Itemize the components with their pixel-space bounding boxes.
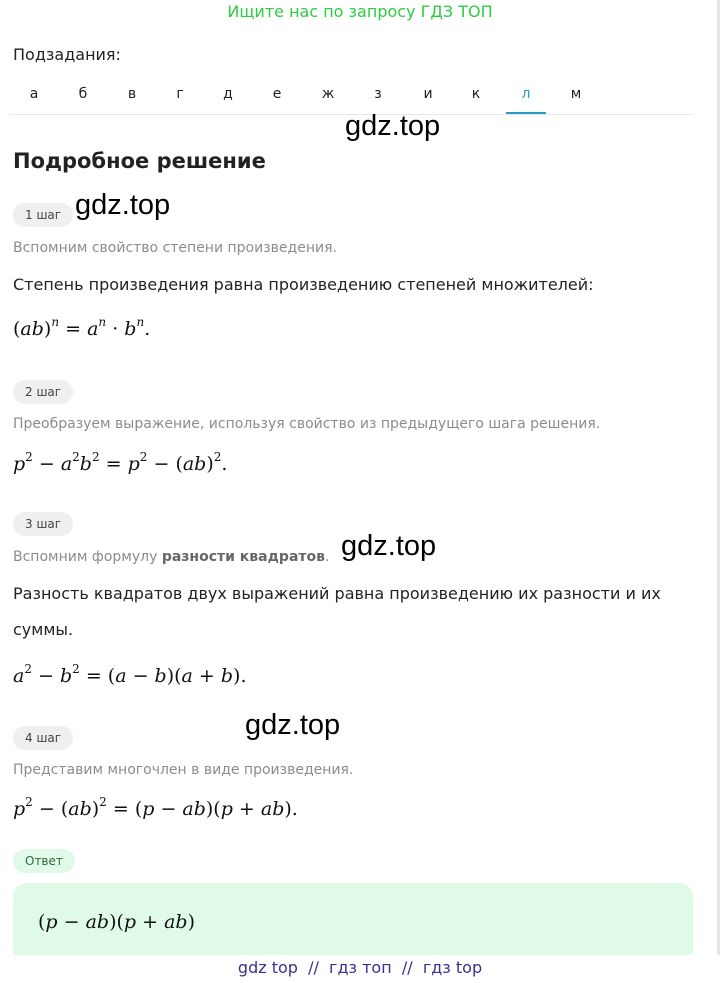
- footer-links: [0, 955, 720, 983]
- footer-link-gdz-top-mixed[interactable]: гдз top: [422, 958, 483, 977]
- step-badge: 1 шаг: [13, 203, 73, 227]
- step-badge: 4 шаг: [13, 726, 73, 750]
- step-hint: Вспомним формулу разности квадратов.: [13, 549, 330, 565]
- tab-b[interactable]: б: [78, 86, 88, 102]
- subtasks-label: Подзадания:: [13, 45, 121, 64]
- tab-m[interactable]: м: [570, 86, 582, 102]
- section-heading: Подробное решение: [13, 149, 266, 173]
- footer-separator: //: [401, 958, 413, 977]
- tab-k[interactable]: к: [471, 86, 481, 102]
- watermark: gdz.top: [345, 110, 441, 142]
- watermark: gdz.top: [245, 709, 341, 741]
- tab-a[interactable]: а: [29, 86, 39, 102]
- watermark: gdz.top: [75, 189, 171, 221]
- answer-badge: Ответ: [13, 849, 75, 873]
- step-hint: Представим многочлен в виде произведения.: [13, 762, 354, 778]
- tab-g[interactable]: г: [176, 86, 184, 102]
- step-text: Разность квадратов двух выражений равна произведению их разности и их суммы.: [13, 584, 661, 639]
- formula: $(ab)^n = a^n \cdot b^n$.: [13, 315, 151, 340]
- tab-l[interactable]: л: [521, 86, 531, 102]
- promo-banner: Ищите нас по запросу ГДЗ ТОП: [227, 2, 493, 21]
- tab-e[interactable]: е: [272, 86, 282, 102]
- footer-link-gdz-top-ru[interactable]: гдз топ: [329, 958, 392, 977]
- step-badge: 2 шаг: [13, 380, 73, 404]
- formula: $p^2 - a^2b^2 = p^2 - (ab)^2$.: [13, 450, 228, 475]
- tab-zh[interactable]: ж: [321, 86, 335, 102]
- tab-v[interactable]: в: [127, 86, 137, 102]
- answer-formula: (p − ab)(p + ab): [38, 911, 195, 933]
- formula: $a^2 - b^2 = (a - b)(a + b)$.: [13, 662, 247, 687]
- formula: $p^2 - (ab)^2 = (p - ab)(p + ab)$.: [13, 795, 298, 820]
- tab-z[interactable]: з: [374, 86, 382, 102]
- step-hint: Вспомним свойство степени произведения.: [13, 240, 337, 256]
- step-badge: 3 шаг: [13, 512, 73, 536]
- footer-link-gdz-top[interactable]: gdz top: [237, 958, 298, 977]
- tab-d[interactable]: д: [223, 86, 233, 102]
- watermark: gdz.top: [341, 530, 437, 562]
- tab-i[interactable]: и: [423, 86, 433, 102]
- footer-separator: //: [308, 958, 319, 977]
- step-hint: Преобразуем выражение, используя свойство из предыдущего шага решения.: [13, 416, 601, 432]
- answer-box: [13, 883, 693, 959]
- step-text: Степень произведения равна произведению степеней множителей:: [13, 275, 594, 294]
- active-tab-indicator: [506, 112, 546, 114]
